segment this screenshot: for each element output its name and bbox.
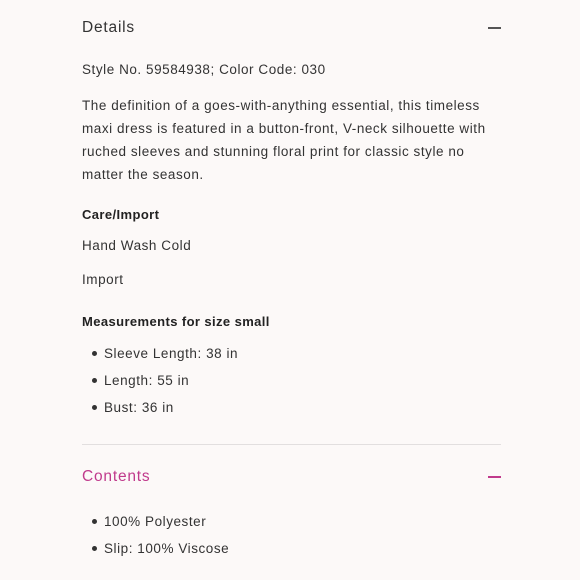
details-title: Details: [82, 19, 135, 36]
contents-item: [92, 514, 206, 529]
minus-icon[interactable]: [488, 476, 501, 477]
bullet-icon: [92, 378, 97, 383]
measurement-text: Sleeve Length: 38 in: [104, 346, 239, 361]
bullet-icon: [92, 519, 97, 524]
product-description: [82, 94, 501, 186]
contents-title: Contents: [82, 468, 151, 485]
measurement-item: [92, 400, 174, 415]
care-import-heading: Care/Import: [82, 207, 160, 222]
details-section-header[interactable]: [82, 17, 501, 39]
description-line: maxi dress is featured in a button-front, V-neck silhouette with: [82, 121, 486, 136]
contents-item: [92, 541, 229, 556]
minus-icon[interactable]: [488, 27, 501, 28]
description-line: ruched sleeves and stunning floral print for classic style no: [82, 144, 465, 159]
measurement-text: Length: 55 in: [104, 373, 190, 388]
bullet-icon: [92, 351, 97, 356]
contents-text: Slip: 100% Viscose: [104, 541, 230, 556]
description-line: matter the season.: [82, 167, 204, 182]
measurement-item: [92, 373, 189, 388]
measurement-item: [92, 346, 238, 361]
measurement-text: Bust: 36 in: [104, 400, 174, 415]
style-number: Style No. 59584938; Color Code: 030: [82, 62, 326, 77]
import-note: Import: [82, 272, 124, 287]
measurements-heading: Measurements for size small: [82, 314, 270, 329]
description-line: The definition of a goes-with-anything essential, this timeless: [82, 98, 480, 113]
section-divider: [82, 444, 501, 445]
contents-text: 100% Polyester: [104, 514, 207, 529]
care-instruction: Hand Wash Cold: [82, 238, 192, 253]
bullet-icon: [92, 546, 97, 551]
bullet-icon: [92, 405, 97, 410]
contents-section-header[interactable]: [82, 466, 501, 488]
